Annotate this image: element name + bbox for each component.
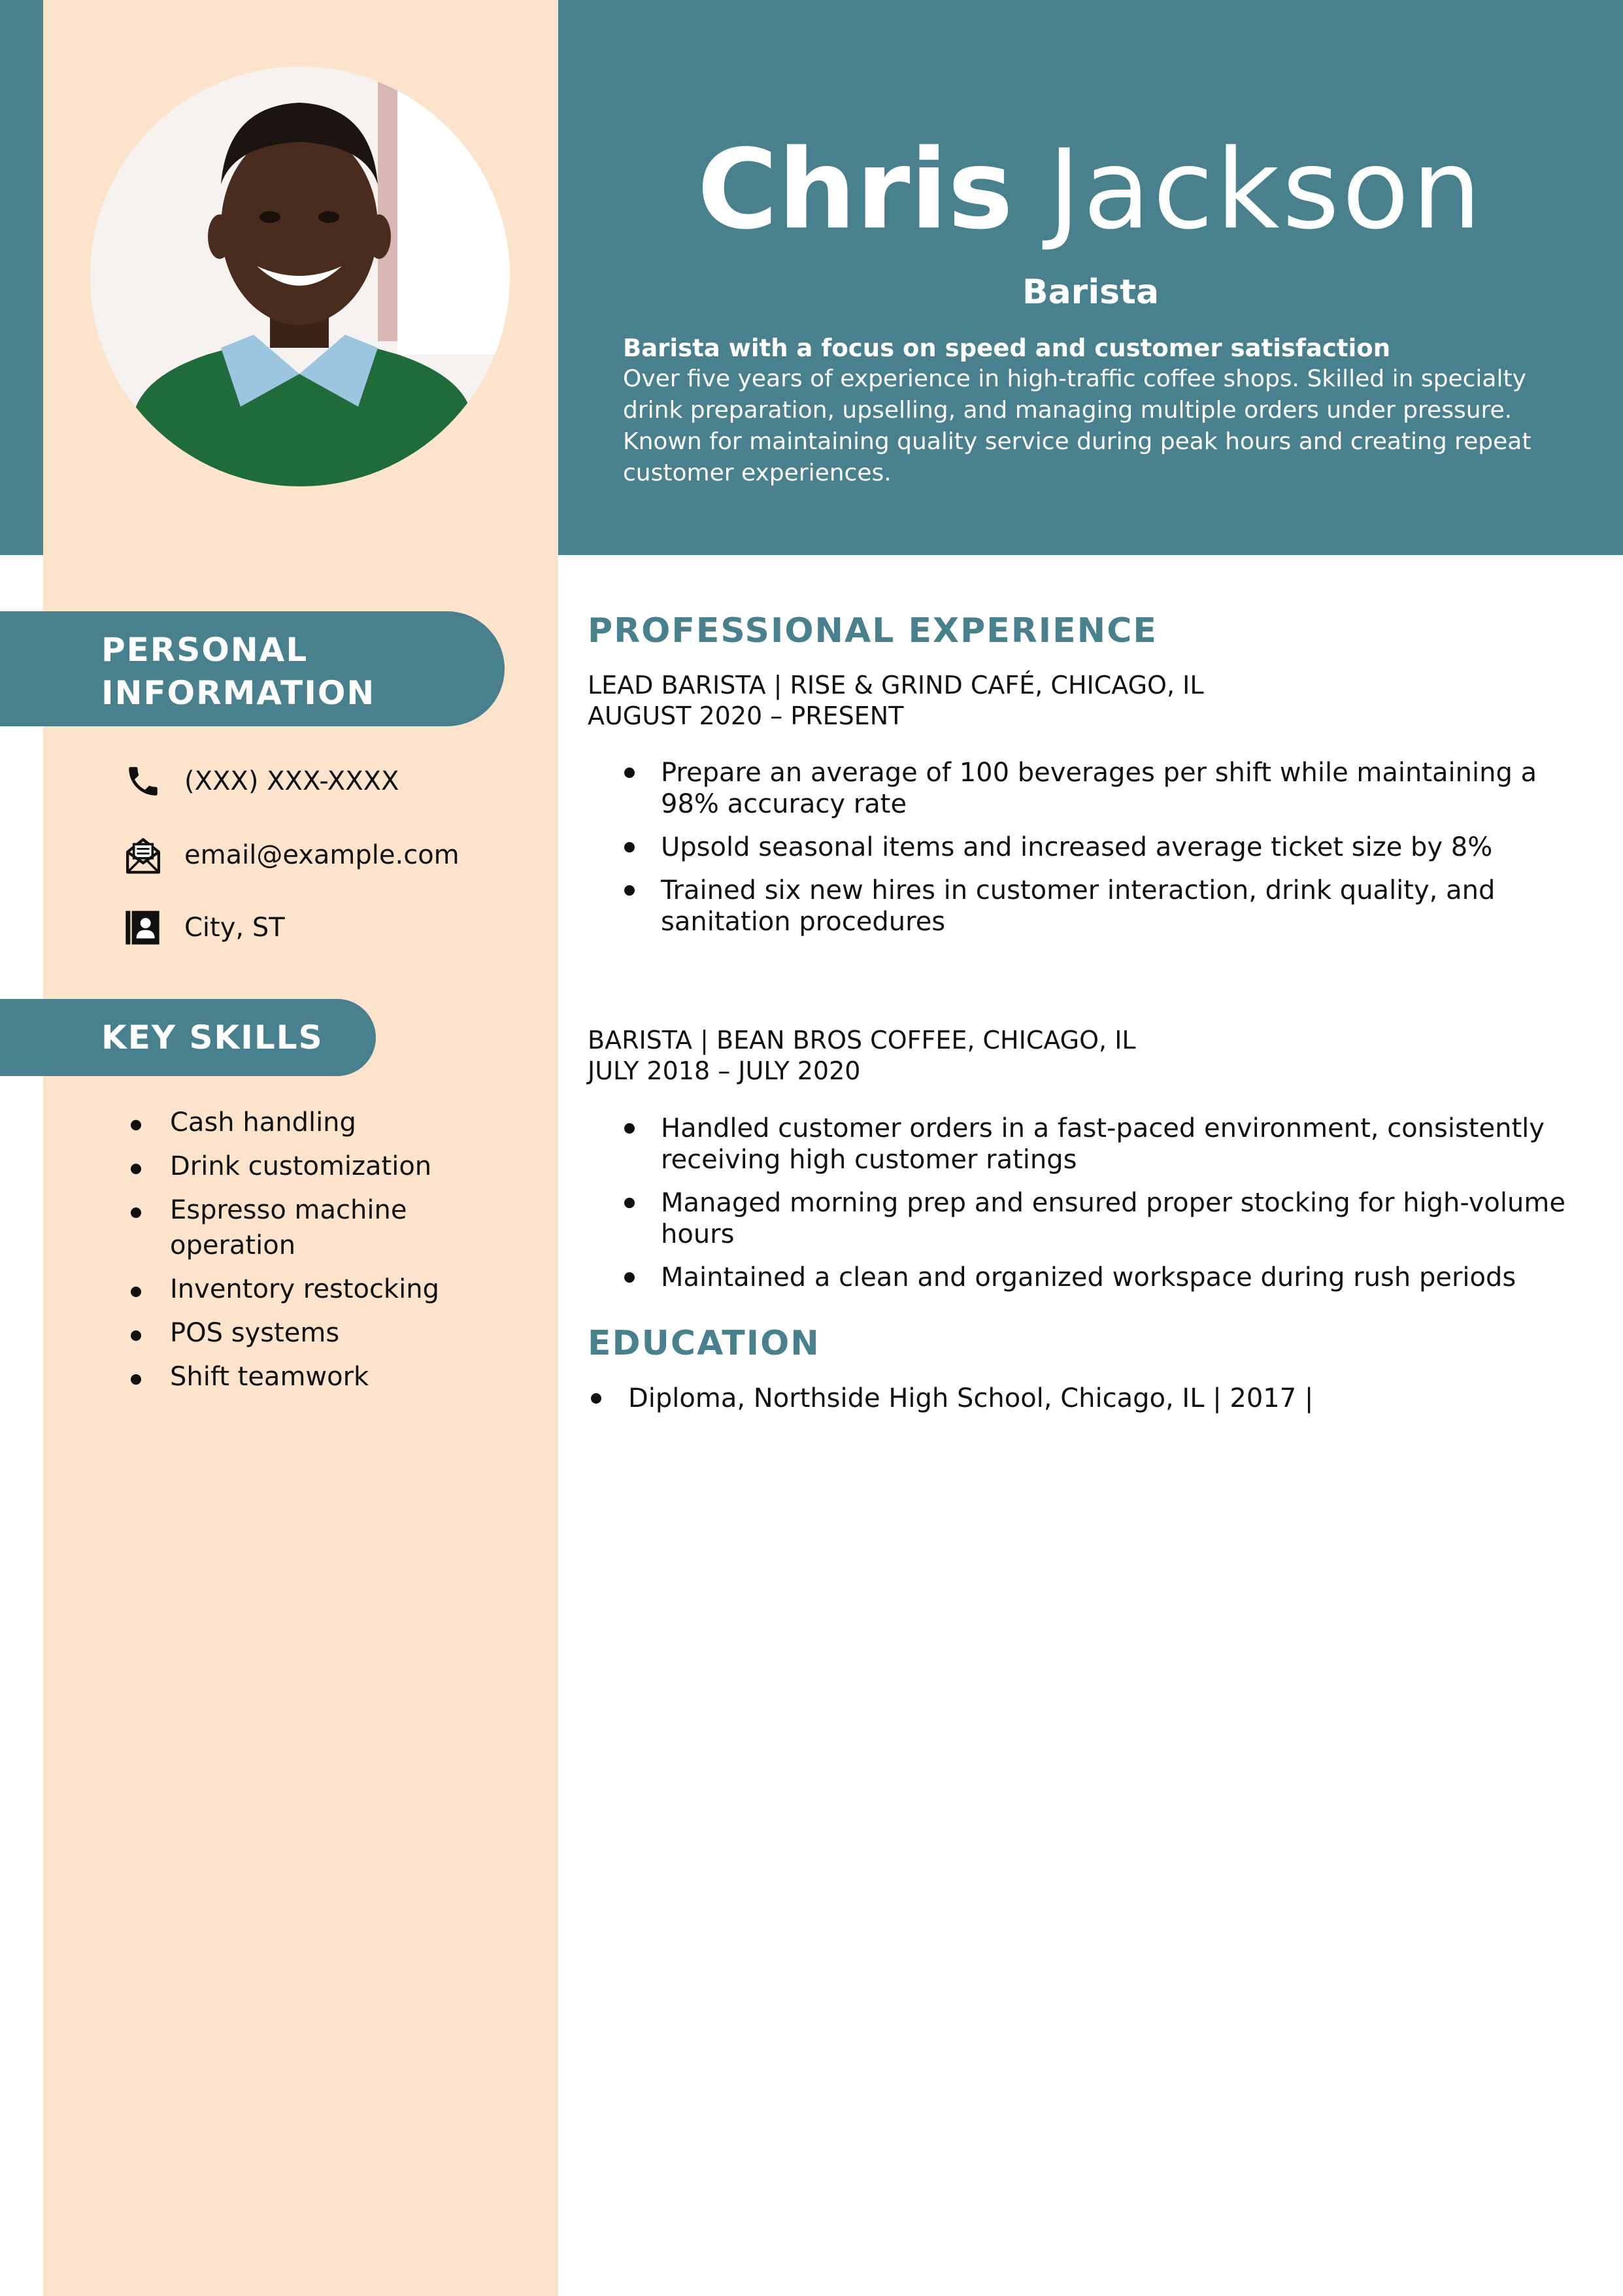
job-bullet: Maintained a clean and organized workspace during rush periods	[624, 1262, 1592, 1293]
job-bullets	[624, 757, 1592, 949]
contact-phone	[124, 760, 543, 803]
contact-location	[124, 906, 543, 949]
education-list	[588, 1383, 1568, 1414]
job-title: BARISTA | BEAN BROS COFFEE, CHICAGO, IL	[588, 1026, 1136, 1055]
skill-item: Drink customization	[125, 1149, 531, 1184]
job-bullets	[624, 1113, 1592, 1305]
email-text: email@example.com	[184, 840, 460, 870]
job-role: Barista	[1022, 273, 1160, 312]
skill-item: Shift teamwork	[125, 1359, 531, 1394]
education-heading: EDUCATION	[588, 1324, 820, 1363]
candidate-name	[558, 124, 1623, 255]
experience-heading: PROFESSIONAL EXPERIENCE	[588, 611, 1158, 650]
address-book-icon	[124, 906, 169, 949]
personal-information-heading	[0, 611, 505, 726]
job-header	[588, 670, 1581, 732]
job-bullet: Trained six new hires in customer interaction, drink quality, and sanitation procedures	[624, 875, 1592, 937]
skill-item: Espresso machine operation	[125, 1192, 531, 1263]
job-header	[588, 1025, 1581, 1087]
job-title: LEAD BARISTA | RISE & GRIND CAFÉ, CHICAGO, IL	[588, 671, 1204, 700]
key-skills-heading: KEY SKILLS	[0, 999, 376, 1076]
job-bullet: Prepare an average of 100 beverages per shift while maintaining a 98% accuracy rate	[624, 757, 1592, 820]
personal-heading-line2: INFORMATION	[101, 674, 376, 712]
job-bullet: Upsold seasonal items and increased average ticket size by 8%	[624, 832, 1592, 863]
phone-icon	[124, 760, 169, 803]
job-bullet: Handled customer orders in a fast-paced environment, consistently receiving high customer ratings	[624, 1113, 1592, 1175]
education-item: Diploma, Northside High School, Chicago, IL | 2017 |	[588, 1383, 1568, 1414]
summary-title: Barista with a focus on speed and customer satisfaction	[623, 334, 1391, 362]
job-dates: JULY 2018 – JULY 2020	[588, 1056, 861, 1085]
last-name: Jackson	[1048, 126, 1484, 254]
location-text: City, ST	[184, 913, 285, 943]
phone-text: (XXX) XXX-XXXX	[184, 766, 399, 796]
contact-email	[124, 834, 543, 877]
envelope-icon	[124, 834, 169, 877]
skills-list	[125, 1105, 531, 1403]
personal-heading-line1: PERSONAL	[101, 631, 309, 669]
summary-text: Over five years of experience in high-traffic coffee shops. Skilled in specialty drink preparation, upselling, and managing multiple orders under pressure. Known for maintaining quality service during peak hours and creating repeat customer experiences.	[623, 365, 1531, 486]
profile-photo	[90, 67, 510, 486]
job-bullet: Managed morning prep and ensured proper stocking for high-volume hours	[624, 1187, 1592, 1250]
skill-item: Inventory restocking	[125, 1272, 531, 1307]
skill-item: POS systems	[125, 1315, 531, 1351]
first-name: Chris	[697, 126, 1013, 254]
left-accent-strip	[0, 0, 43, 555]
job-dates: AUGUST 2020 – PRESENT	[588, 701, 904, 730]
skill-item: Cash handling	[125, 1105, 531, 1140]
